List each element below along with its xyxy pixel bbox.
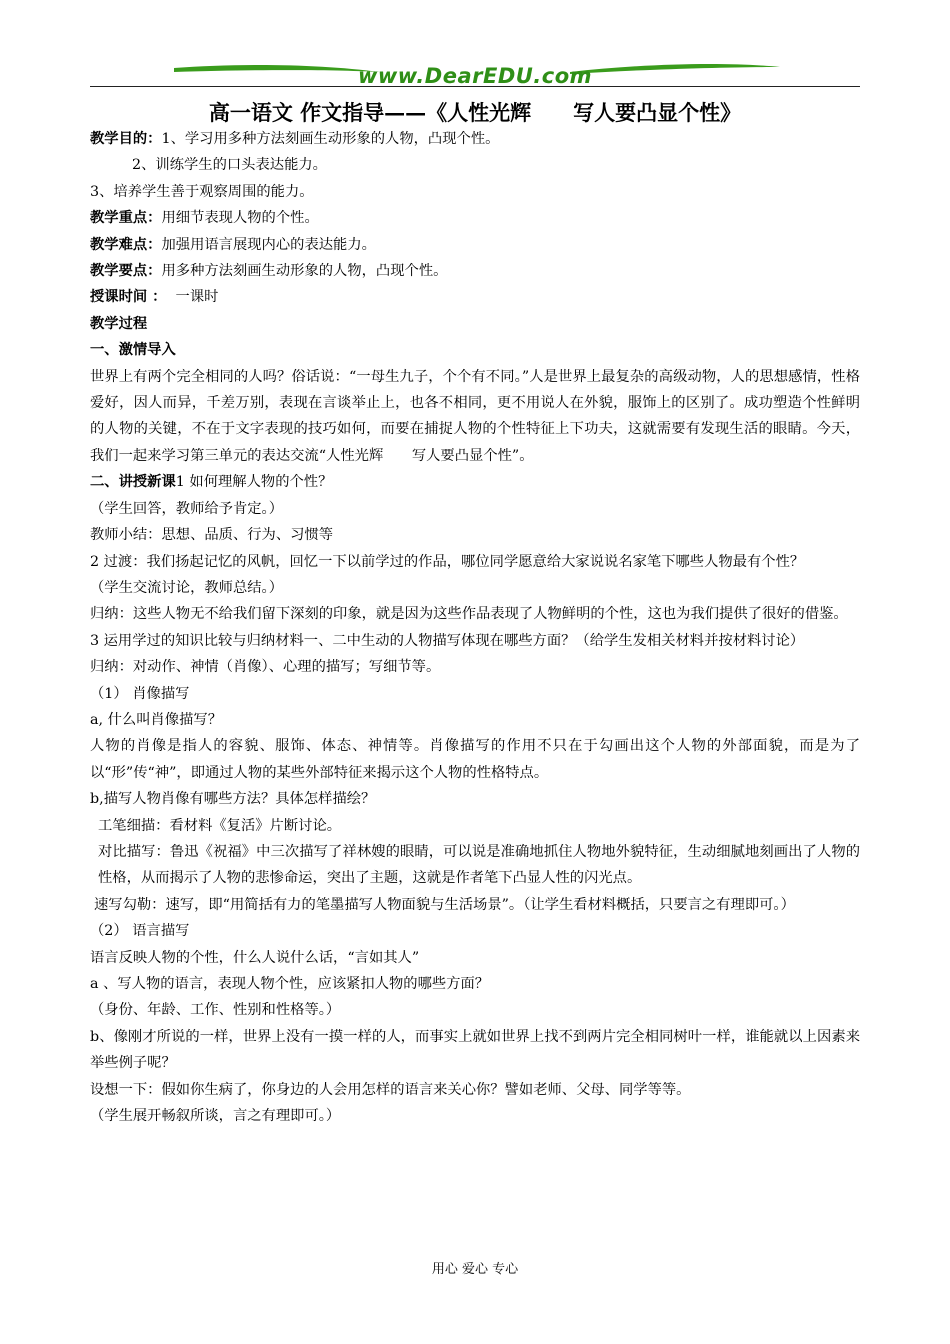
paragraph: 速写勾勒：速写，即“用简括有力的笔墨描写人物面貌与生活场景”。（让学生看材料概括，只要言之有理即可。）	[94, 896, 795, 913]
paragraph: a 、写人物的语言，表现人物个性，应该紧扣人物的哪些方面？	[90, 976, 490, 992]
process-heading: 教学过程	[90, 315, 148, 332]
goal-item-1: 1、学习用多种方法刻画生动形象的人物，凸现个性。	[161, 131, 500, 147]
paragraph: 教师小结：思想、品质、行为、习惯等	[90, 527, 334, 544]
difficulty-label: 教学难点：	[90, 236, 162, 253]
goals-label: 教学目的：	[90, 131, 162, 147]
paragraph: （学生回答，教师给予肯定。）	[90, 500, 284, 517]
paragraph: b、像刚才所说的一样，世界上没有一摸一样的人，而事实上就如世界上找不到两片完全相同树叶一样，谁能就以上因素来举些例子呢？	[90, 1028, 860, 1072]
focus-line	[90, 205, 860, 231]
page-title: 高一语文 作文指导——《人性光辉 写人要凸显个性》	[208, 100, 742, 125]
section2-heading: 二、讲授新课	[90, 474, 176, 491]
paragraph: 对比描写：鲁迅《祝福》中三次描写了祥林嫂的眼睛，可以说是准确地抓住人物地外貌特征，生动细腻地刻画出了人物的性格，从而揭示了人物的悲惨命运，突出了主题，这就是作者笔下凸显人性的闪光点。	[98, 843, 860, 887]
paragraph: （学生展开畅叙所谈，言之有理即可。）	[90, 1108, 341, 1125]
focus-text: 用细节表现人物的个性。	[161, 210, 319, 227]
difficulty-text: 加强用语言展现内心的表达能力。	[161, 236, 376, 253]
section2-q1: 1 如何理解人物的个性？	[175, 474, 333, 491]
document-body	[90, 126, 860, 1129]
paragraph: 归纳：这些人物无不给我们留下深刻的印象，就是因为这些作品表现了人物鲜明的个性，这也为我们提供了很好的借鉴。	[90, 606, 848, 623]
paragraph: （身份、年龄、工作、性别和性格等。）	[90, 1002, 341, 1019]
paragraph: 2 过渡：我们扬起记忆的风帆，回忆一下以前学过的作品，哪位同学愿意给大家说说名家笔下哪些人物最有个性？	[90, 553, 805, 570]
keypoints-line	[90, 258, 860, 284]
paragraph: （学生交流讨论，教师总结。）	[90, 579, 284, 596]
goal-item-3: 3、培养学生善于观察周围的能力。	[90, 183, 314, 200]
subheading-language: （2） 语言描写	[90, 923, 190, 940]
section1-paragraph: 世界上有两个完全相同的人吗？俗话说：“一母生九子，个个有不同。”人是世界上最复杂的高级动物，人的思想感情，性格爱好，因人而异，千差万别，表现在言谈举止上，也各不相同，更不用说人在外貌，服饰上的区别了。成功塑造个性鲜明的人物的关键，不在于文字表现的技巧如何，而要在捕捉人物的个性特征上下功夫，这就需要有发现生活的眼睛。今天，我们一起来学习第三单元的表达交流“人性光辉 写人要凸显个性”。	[90, 368, 860, 464]
keypoints-label: 教学要点：	[90, 263, 162, 280]
subheading-portrait: （1） 肖像描写	[90, 685, 190, 702]
section1-heading: 一、激情导入	[90, 342, 176, 359]
paragraph: 语言反映人物的个性，什么人说什么话，“言如其人”	[90, 949, 420, 966]
section2-first-line	[90, 469, 860, 495]
header-rule	[90, 86, 860, 87]
site-name[interactable]: www.DearEDU.com	[357, 64, 593, 88]
time-line	[90, 284, 860, 310]
time-text: 一课时	[166, 289, 219, 306]
difficulty-line	[90, 232, 860, 258]
goal-item-2: 2、训练学生的口头表达能力。	[132, 157, 327, 174]
page-footer: 用心 爱心 专心	[431, 1262, 519, 1277]
paragraph: 3 运用学过的知识比较与归纳材料一、二中生动的人物描写体现在哪些方面？（给学生发相关材料并按材料讨论）	[90, 632, 805, 649]
paragraph: 工笔细描：看材料《复活》片断讨论。	[98, 817, 342, 834]
focus-label: 教学重点：	[90, 210, 162, 227]
time-label: 授课时间 ：	[90, 289, 167, 306]
paragraph: 归纳：对动作、神情（肖像）、心理的描写；写细节等。	[90, 659, 441, 676]
paragraph: 设想一下：假如你生病了，你身边的人会用怎样的语言来关心你？譬如老师、父母、同学等等。	[90, 1081, 691, 1098]
keypoints-text: 用多种方法刻画生动形象的人物，凸现个性。	[161, 263, 448, 280]
paragraph: b,描写人物肖像有哪些方法？具体怎样描绘？	[90, 791, 376, 808]
site-header	[90, 60, 860, 96]
goal-line-1	[90, 126, 860, 152]
paragraph: 人物的肖像是指人的容貌、服饰、体态、神情等。肖像描写的作用不只在于勾画出这个人物的外部面貌，而是为了以“形”传“神”，即通过人物的某些外部特征来揭示这个人物的性格特点。	[90, 738, 860, 781]
paragraph: a, 什么叫肖像描写？	[90, 711, 222, 728]
